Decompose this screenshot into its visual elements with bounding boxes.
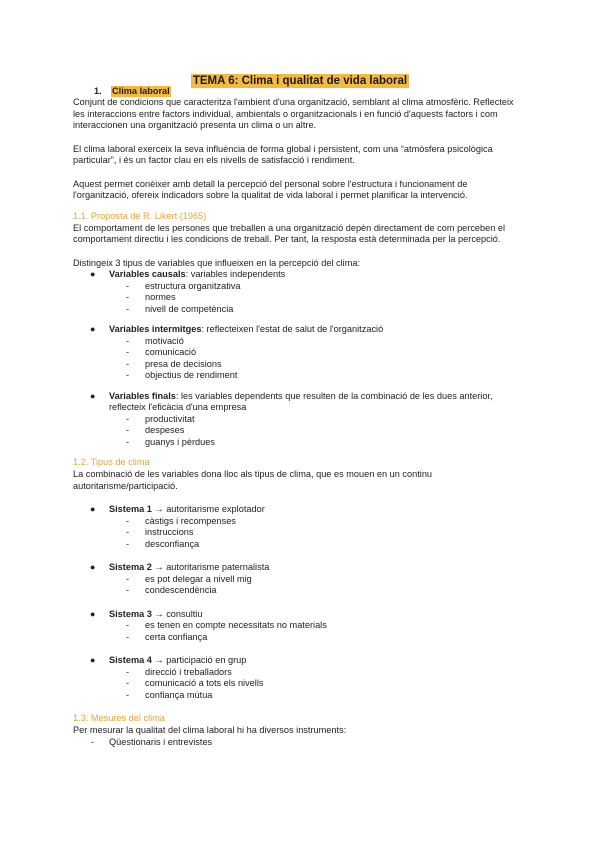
sub-item — [73, 539, 600, 551]
bullet-icon: ● — [90, 608, 96, 619]
sub-item-text: direcció i treballadors — [145, 666, 232, 677]
dash-icon: - — [126, 292, 130, 302]
sub-item-text: instruccions — [145, 527, 194, 537]
dash-icon: - — [126, 335, 130, 346]
dash-icon: - — [126, 678, 130, 688]
dash-icon: - — [126, 538, 130, 549]
bullet-text: : reflecteixen l'estat de salut de l'organització — [201, 324, 384, 334]
sub-item-text: motivació — [145, 335, 184, 346]
sub-item — [73, 737, 600, 749]
bullet-icon: ● — [90, 504, 96, 514]
bullet-item — [73, 391, 517, 414]
sub-item-text: productivitat — [145, 413, 195, 424]
sub-item — [73, 359, 600, 371]
dash-icon: - — [126, 436, 130, 447]
sub-item — [73, 336, 600, 348]
dash-icon: - — [126, 585, 130, 595]
sub-item — [73, 678, 600, 690]
bullet-text: : les variables dependents que resulten de la combinació de les dues anterior, reflecteix l'eficàcia d'una empresa — [109, 390, 493, 412]
sub-item — [73, 304, 600, 316]
document-title: TEMA 6: Clima i qualitat de vida laboral — [192, 75, 408, 87]
bullet-item — [73, 562, 517, 574]
sub-item-text: nivell de competència — [145, 303, 234, 314]
bullet-item — [73, 609, 517, 621]
sub-item-text: despeses — [145, 425, 185, 435]
bullet-icon: ● — [90, 655, 96, 665]
sub-item-text: normes — [145, 292, 176, 302]
dash-icon: - — [126, 425, 130, 435]
dash-icon: - — [126, 370, 130, 380]
paragraph: La combinació de les variables dona lloc als tipus de clima, que es mouen en un continu autoritarisme/participació. — [73, 469, 433, 491]
bullet-label: Sistema 4 — [109, 655, 152, 665]
sub-item — [73, 690, 600, 702]
bullet-icon: ● — [90, 324, 96, 334]
paragraph: Aquest permet conèixer amb detall la percepció del personal sobre l'estructura i funcionament de l'organització, ofereix indicadors sobre la qualitat de vida laboral i permet planificar la intervenció. — [73, 178, 468, 200]
dash-icon: - — [126, 515, 130, 526]
subsection-heading: 1.1. Proposta de R. Likert (1965) — [73, 210, 207, 221]
sub-item-text: càstigs i recompenses — [145, 515, 236, 526]
dash-icon: - — [126, 527, 130, 537]
bullet-label: Sistema 1 — [109, 504, 152, 514]
bullet-text: → autoritarisme explotador — [151, 504, 265, 514]
sub-item — [73, 574, 600, 586]
sub-item-text: Qüestionaris i entrevistes — [109, 736, 213, 747]
bullet-icon: ● — [90, 269, 96, 279]
sub-item-text: comunicació — [145, 347, 197, 357]
subsection-heading: 1.2. Tipus de clima — [73, 457, 150, 467]
section-number: 1. — [94, 86, 102, 96]
title-row — [0, 71, 600, 86]
sub-item — [73, 667, 600, 679]
bullet-item — [73, 269, 517, 281]
bullet-label: Variables intermitges — [109, 324, 202, 334]
dash-icon: - — [91, 736, 95, 747]
dash-icon: - — [126, 280, 130, 291]
sub-item — [73, 425, 600, 437]
sub-item — [73, 527, 600, 539]
bullet-icon: ● — [90, 390, 96, 401]
sub-item-text: presa de decisions — [145, 358, 222, 369]
sub-item — [73, 370, 600, 382]
bullet-text: : variables independents — [185, 269, 286, 279]
paragraph: El comportament de les persones que treballen a una organització depèn directament de com perceben el comportament directiu i les condicions de treball. Per tant, la resposta està determinada per la percepció. — [73, 222, 506, 244]
dash-icon: - — [126, 666, 130, 677]
bullet-label: Sistema 2 — [109, 562, 152, 572]
sub-item — [73, 281, 600, 293]
sub-item — [73, 632, 600, 644]
dash-icon: - — [126, 620, 130, 630]
sub-item — [73, 620, 600, 632]
sub-item-text: guanys i pèrdues — [145, 436, 215, 447]
bullet-icon: ● — [90, 562, 96, 572]
bullet-text: → consultiu — [151, 608, 203, 619]
dash-icon: - — [126, 631, 130, 642]
sub-item-text: condescendència — [145, 585, 217, 595]
sub-item-text: confiança mútua — [145, 689, 213, 700]
sub-item-text: comunicació a tots els nivells — [145, 678, 264, 688]
section-title: Clima laboral — [112, 86, 170, 96]
bullet-text: → participació en grup — [151, 655, 247, 665]
sub-item — [73, 516, 600, 528]
paragraph: Conjunt de condicions que caracteritza l'ambient d'una organització, semblant al clima atmosfèric. Reflecteix les interaccions entre factors individual, ambientals o organitzacionals i en funció d'aquests factors i com interaccionen una organització presenta un clima o un altre. — [73, 97, 514, 130]
sub-item-text: es pot delegar a nivell mig — [145, 573, 252, 584]
bullet-text: → autoritarisme paternalista — [151, 562, 270, 572]
dash-icon: - — [126, 413, 130, 424]
sub-item-text: objectius de rendiment — [145, 370, 238, 380]
paragraph: El clima laboral exerceix la seva influència de forma global i persistent, com una “atmòsfera psicològica particular”, i és un factor clau en els nivells de satisfacció i rendiment. — [73, 143, 493, 165]
bullet-label: Variables causals — [109, 269, 186, 279]
dash-icon: - — [126, 347, 130, 357]
paragraph: Distingeix 3 tipus de variables que influeixen en la percepció del clima: — [73, 257, 361, 268]
bullet-item — [73, 655, 517, 667]
dash-icon: - — [126, 358, 130, 369]
sub-item — [73, 437, 600, 449]
sub-item — [73, 347, 600, 359]
sub-item — [73, 292, 600, 304]
bullet-item — [73, 504, 517, 516]
bullet-item — [73, 324, 517, 336]
sub-item — [73, 585, 600, 597]
dash-icon: - — [126, 303, 130, 314]
bullet-label: Sistema 3 — [109, 608, 152, 619]
sub-item-text: estructura organitzativa — [145, 280, 241, 291]
sub-item — [73, 414, 600, 426]
paragraph: Per mesurar la qualitat del clima laboral hi ha diversos instruments: — [73, 725, 347, 735]
dash-icon: - — [126, 689, 130, 700]
subsection-heading: 1.3. Mesures del clima — [73, 713, 165, 723]
sub-item-text: desconfiança — [145, 538, 200, 549]
section-1-heading — [73, 86, 600, 97]
dash-icon: - — [126, 573, 130, 584]
sub-item-text: certa confiança — [145, 631, 208, 642]
bullet-label: Variables finals — [109, 390, 176, 401]
sub-item-text: es tenen en compte necessitats no materials — [145, 620, 327, 630]
